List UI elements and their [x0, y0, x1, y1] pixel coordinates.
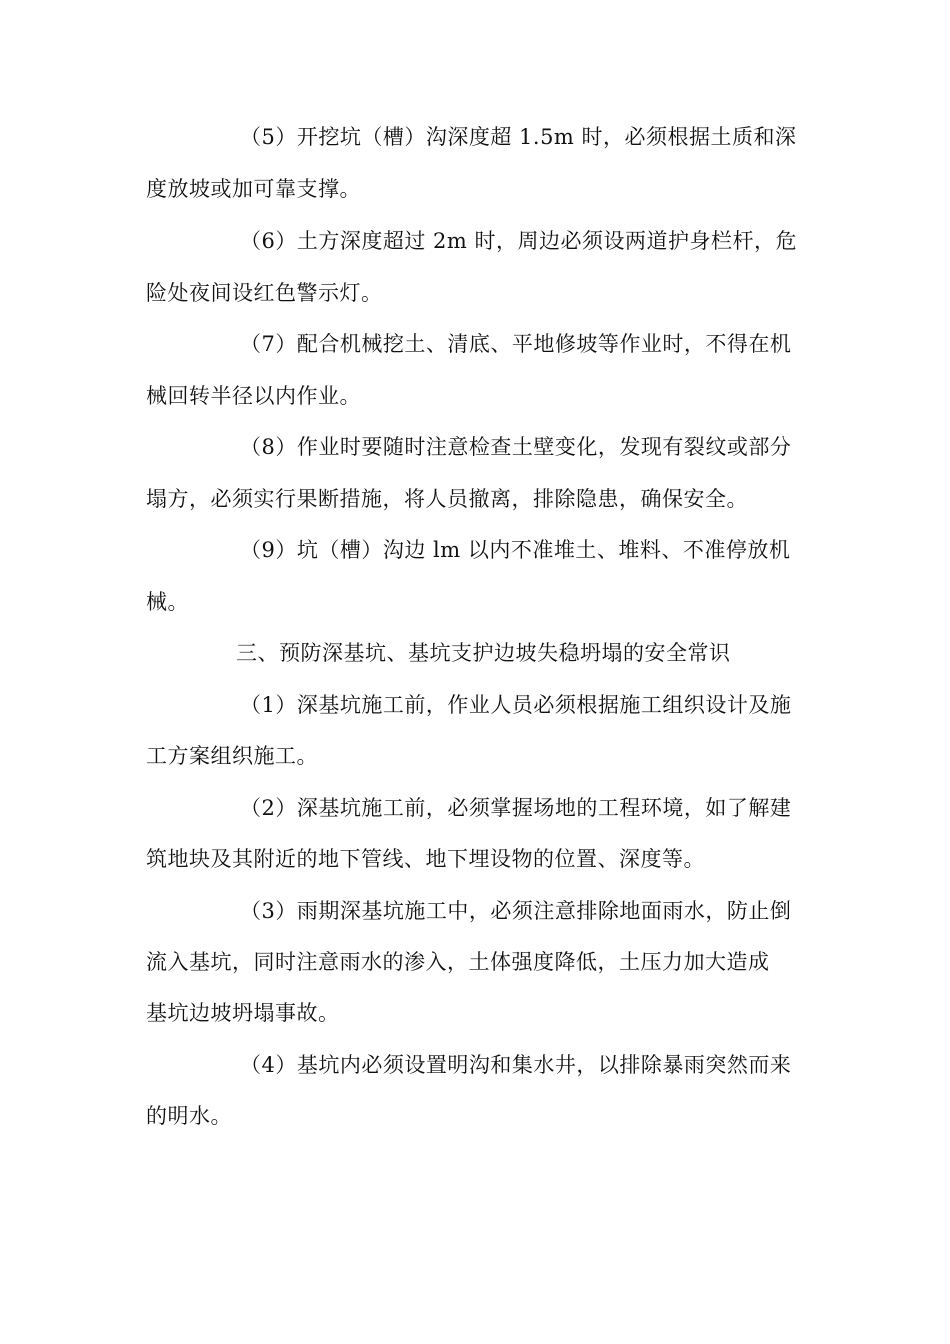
paragraph-5-line-2: 度放坡或加可靠支撑。 — [146, 177, 361, 201]
paragraph-7-line-2: 械回转半径以内作业。 — [146, 384, 361, 408]
paragraph-9-line-1: （9）坑（槽）沟边 lm 以内不准堆土、堆料、不准停放机 — [240, 538, 791, 562]
item-2-line-1: （2）深基坑施工前，必须掌握场地的工程环境，如了解建 — [240, 796, 792, 820]
paragraph-6-line-1: （6）土方深度超过 2m 时，周边必须设两道护身栏杆，危 — [240, 229, 797, 253]
item-2-line-2: 筑地块及其附近的地下管线、地下埋设物的位置、深度等。 — [146, 847, 705, 871]
paragraph-6-line-2: 险处夜间设红色警示灯。 — [146, 281, 383, 305]
paragraph-8-line-1: （8）作业时要随时注意检查土壁变化，发现有裂纹或部分 — [240, 435, 792, 459]
item-3-line-2: 流入基坑，同时注意雨水的渗入，土体强度降低，土压力加大造成 — [146, 950, 770, 974]
paragraph-9-line-2: 械。 — [146, 590, 189, 614]
item-3-line-3: 基坑边坡坍塌事故。 — [146, 1001, 340, 1025]
section-heading: 三、预防深基坑、基坑支护边坡失稳坍塌的安全常识 — [236, 641, 731, 665]
item-1-line-1: （1）深基坑施工前，作业人员必须根据施工组织设计及施 — [240, 693, 792, 717]
item-3-line-1: （3）雨期深基坑施工中，必须注意排除地面雨水，防止倒 — [240, 899, 792, 923]
paragraph-5-line-1: （5）开挖坑（槽）沟深度超 1.5m 时，必须根据土质和深 — [240, 125, 797, 149]
item-1-line-2: 工方案组织施工。 — [146, 744, 318, 768]
paragraph-8-line-2: 塌方，必须实行果断措施，将人员撤离，排除隐患，确保安全。 — [146, 487, 748, 511]
item-4-line-1: （4）基坑内必须设置明沟和集水井，以排除暴雨突然而来 — [240, 1053, 792, 1077]
item-4-line-2: 的明水。 — [146, 1104, 232, 1128]
paragraph-7-line-1: （7）配合机械挖土、清底、平地修坡等作业时，不得在机 — [240, 332, 792, 356]
